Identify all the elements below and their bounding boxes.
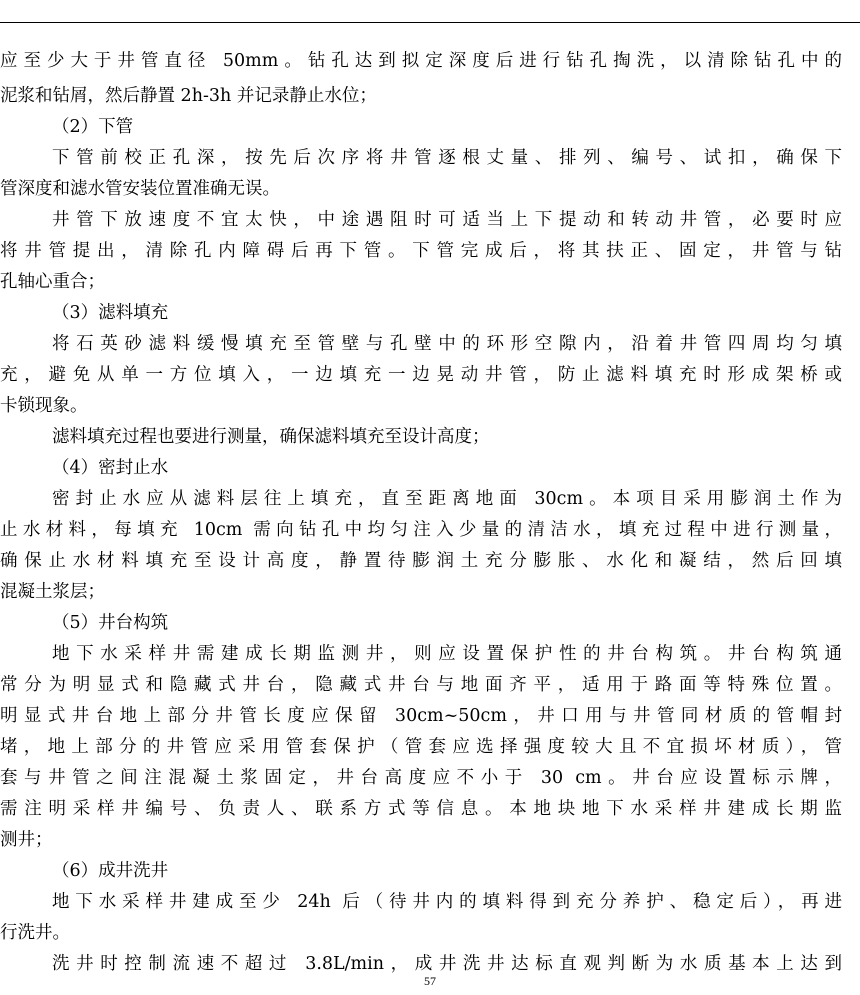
section-heading: （5）井台构筑 <box>52 613 169 633</box>
text-line: 堵，地上部分的井管应采用管套保护（管套应选择强度较大且不宜损坏材质），管 <box>0 737 842 757</box>
header-rule <box>0 22 860 23</box>
page-number: 57 <box>424 974 436 988</box>
text-line: 应至少大于井管直径 50mm。钻孔达到拟定深度后进行钻孔掏洗，以清除钻孔中的 <box>0 51 842 71</box>
text-line: 泥浆和钻屑，然后静置 2h-3h 并记录静止水位； <box>0 86 377 106</box>
text-line: 止水材料，每填充 10cm 需向钻孔中均匀注入少量的清洁水，填充过程中进行测量， <box>0 520 842 540</box>
text-line: 充，避免从单一方位填入，一边填充一边晃动井管，防止滤料填充时形成架桥或 <box>0 365 842 385</box>
section-heading: （6）成井洗井 <box>52 861 169 881</box>
text-line: 井管下放速度不宜太快，中途遇阻时可适当上下提动和转动井管，必要时应 <box>52 210 842 230</box>
text-line: 卡锁现象。 <box>0 396 88 416</box>
text-line: 行洗井。 <box>0 923 70 943</box>
text-line: 测井； <box>0 830 53 850</box>
text-line: 确保止水材料填充至设计高度，静置待膨润土充分膨胀、水化和凝结，然后回填 <box>0 551 842 571</box>
text-line: 地下水采样井建成至少 24h 后（待井内的填料得到充分养护、稳定后），再进 <box>52 892 842 912</box>
text-line: 将井管提出，清除孔内障碍后再下管。下管完成后，将其扶正、固定，井管与钻 <box>0 241 842 261</box>
text-line: 管深度和滤水管安装位置准确无误。 <box>0 179 280 199</box>
text-line: 洗井时控制流速不超过 3.8L/min，成井洗井达标直观判断为水质基本上达到 <box>52 954 842 974</box>
text-line: 套与井管之间注混凝土浆固定，井台高度应不小于 30 cm。井台应设置标示牌， <box>0 768 842 788</box>
text-line: 常分为明显式和隐藏式井台，隐藏式井台与地面齐平，适用于路面等特殊位置。 <box>0 675 842 695</box>
text-line: 下管前校正孔深，按先后次序将井管逐根丈量、排列、编号、试扣，确保下 <box>52 148 842 168</box>
text-line: 将石英砂滤料缓慢填充至管壁与孔壁中的环形空隙内，沿着井管四周均匀填 <box>52 334 842 354</box>
text-line: 孔轴心重合； <box>0 272 105 292</box>
text-line: 滤料填充过程也要进行测量，确保滤料填充至设计高度； <box>52 427 490 447</box>
text-line: 密封止水应从滤料层往上填充，直至距离地面 30cm。本项目采用膨润土作为 <box>52 489 842 509</box>
text-line: 需注明采样井编号、负责人、联系方式等信息。本地块地下水采样井建成长期监 <box>0 799 842 819</box>
section-heading: （4）密封止水 <box>52 458 169 478</box>
section-heading: （3）滤料填充 <box>52 303 169 323</box>
text-line: 地下水采样井需建成长期监测井，则应设置保护性的井台构筑。井台构筑通 <box>52 644 842 664</box>
text-line: 明显式井台地上部分井管长度应保留 30cm~50cm，井口用与井管同材质的管帽封 <box>0 706 842 726</box>
section-heading: （2）下管 <box>52 117 134 137</box>
text-line: 混凝土浆层； <box>0 582 105 602</box>
